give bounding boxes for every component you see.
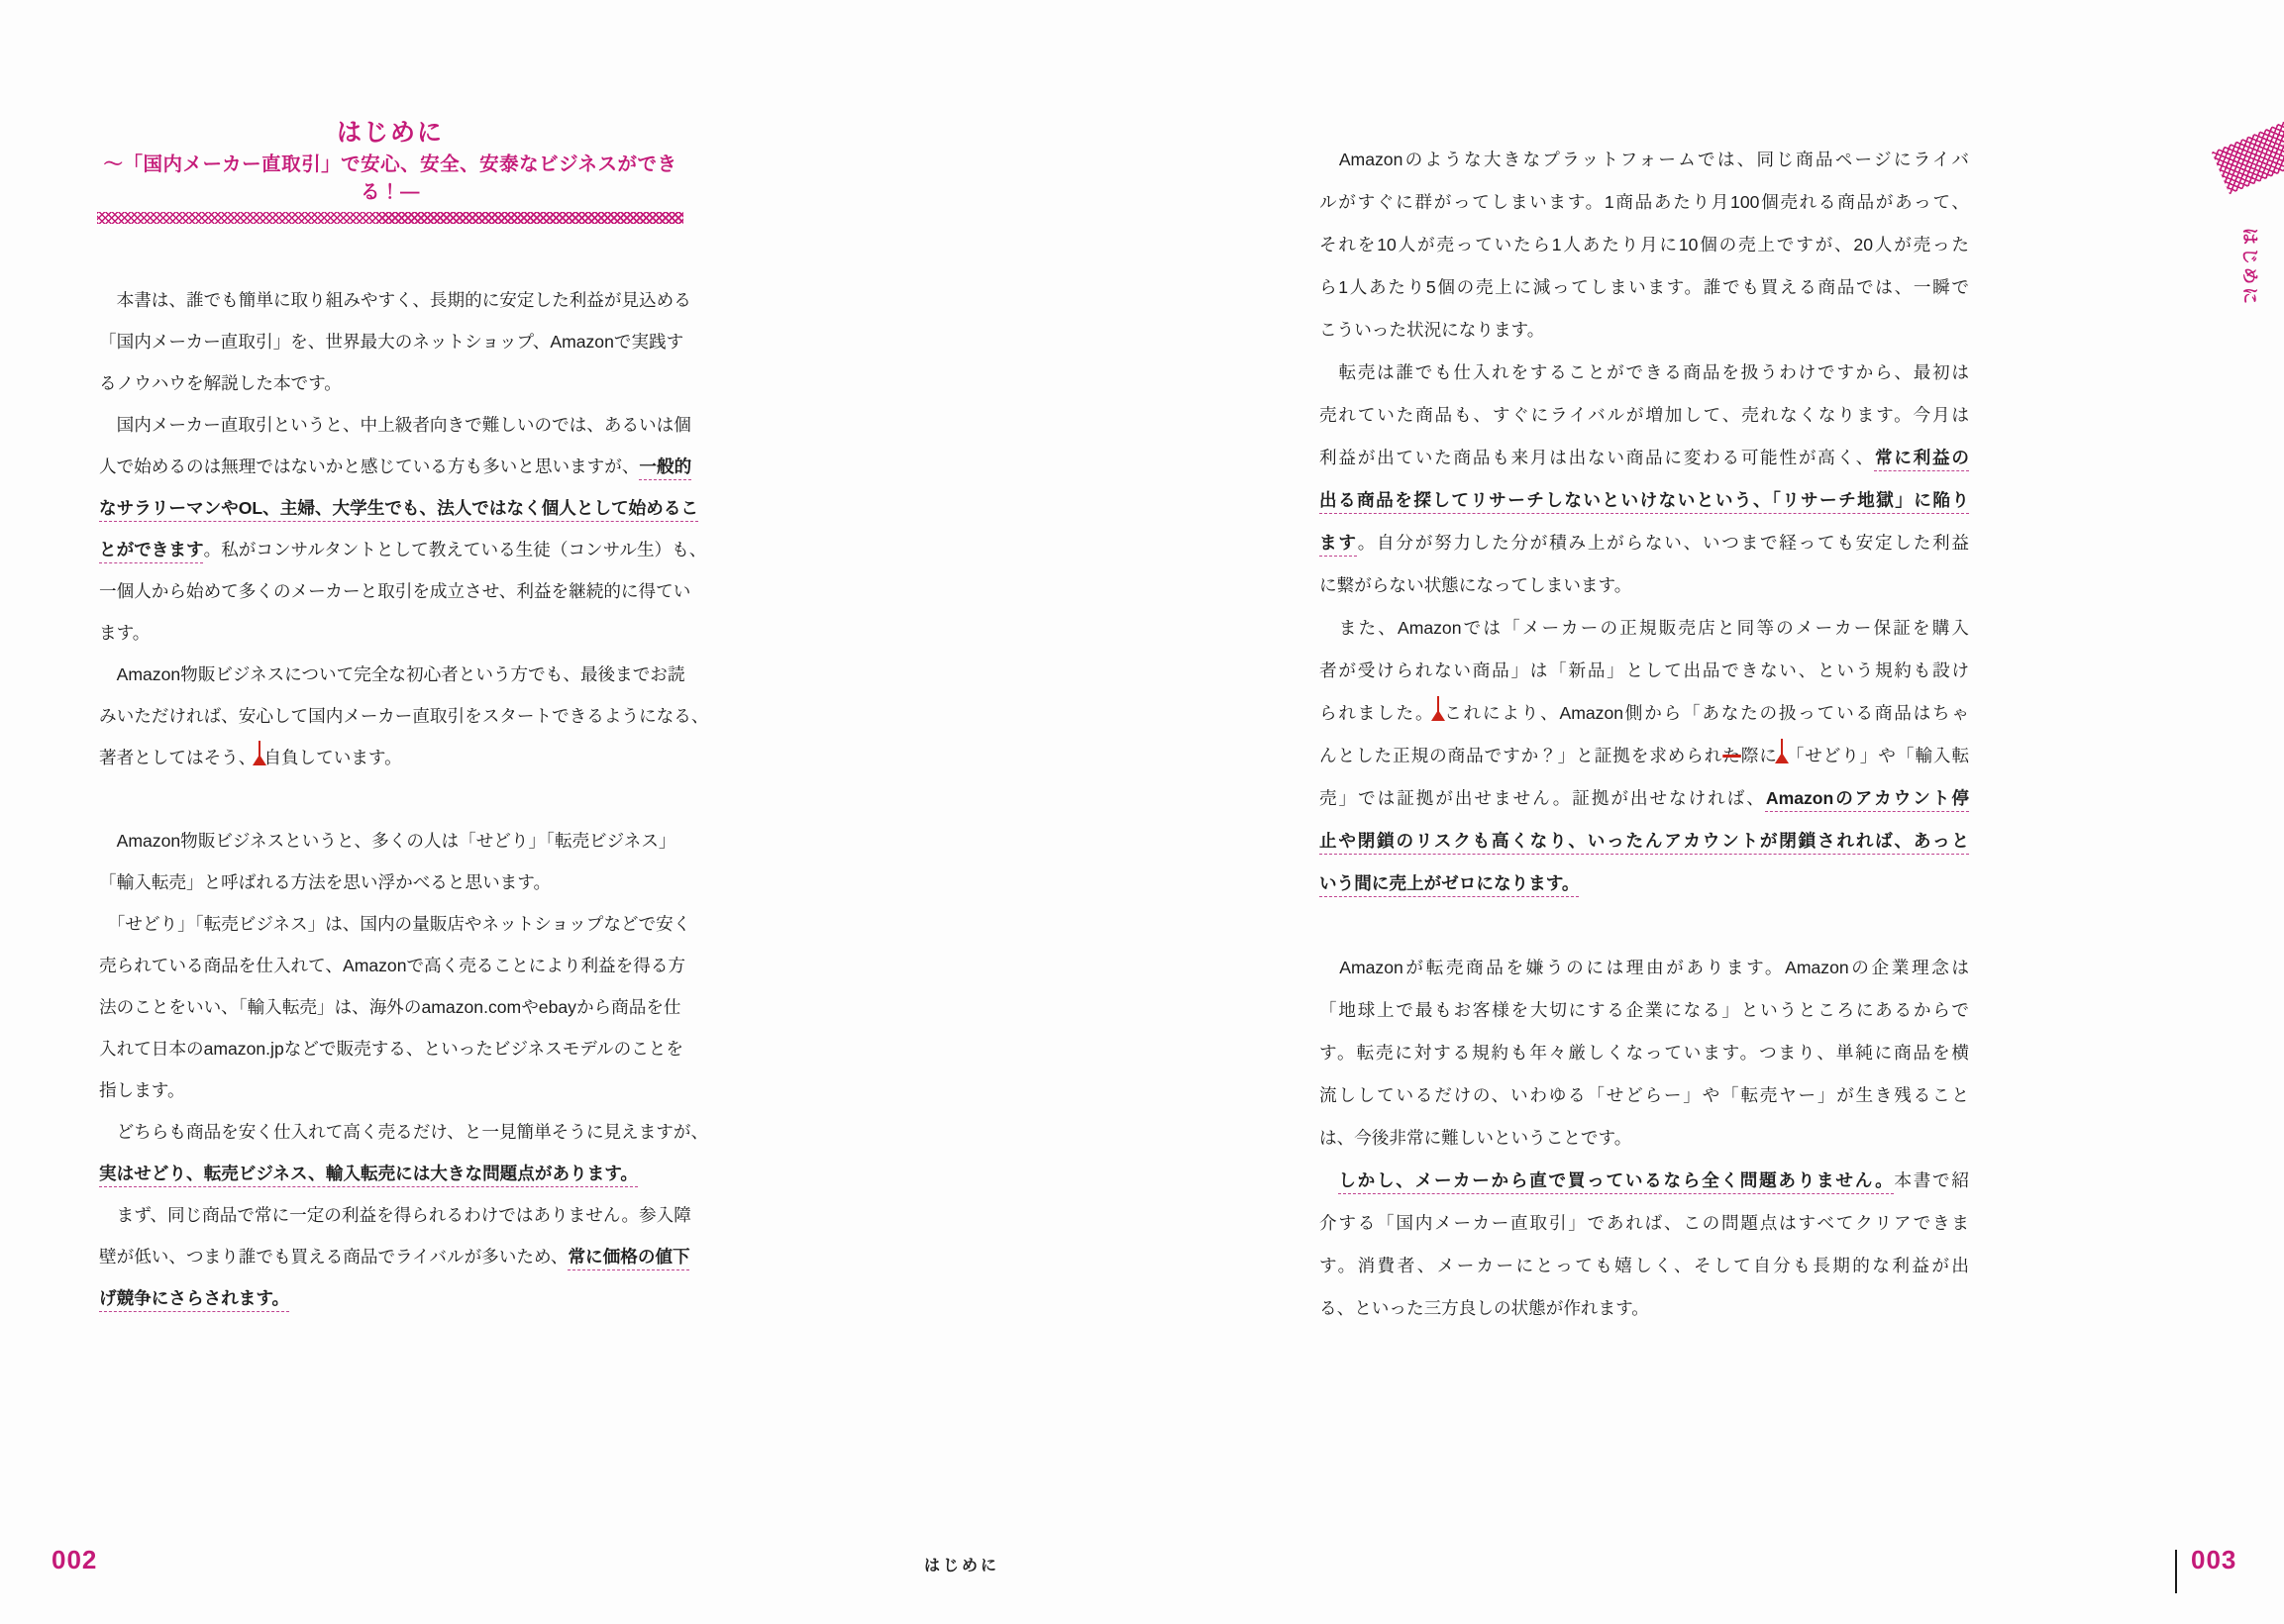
text-line <box>1319 1160 1969 1202</box>
blank-line <box>1319 905 1969 947</box>
body-text: 際に <box>1740 746 1778 765</box>
text-line <box>99 1153 675 1194</box>
red-strike-text: た <box>1722 746 1741 765</box>
text-line <box>99 737 675 778</box>
right-page-body <box>1319 139 1969 1330</box>
body-text: また、Amazonでは「メーカーの正規販売店と同等のメーカー保証を購入 <box>1319 618 1969 638</box>
chapter-subtitle: 〜「国内メーカー直取引」で安心、安全、安泰なビジネスができる！— <box>103 153 677 203</box>
text-line <box>1319 266 1969 309</box>
body-text: 入れて日本のamazon.jpなどで販売する、といったビジネスモデルのことを <box>99 1039 683 1059</box>
text-line <box>99 986 681 1028</box>
body-text: みいただければ、安心して国内メーカー直取引をスタートできるようになる、 <box>99 706 709 726</box>
emphasis-text: とができます <box>99 540 204 559</box>
emphasis-text: なサラリーマンやOL、主婦、大学生でも、法人ではなく個人として始めるこ <box>99 498 699 518</box>
text-line <box>1319 224 1969 266</box>
left-page-body <box>99 279 709 1319</box>
body-text: Amazon物販ビジネスというと、多くの人は「せどり」「転売ビジネス」 <box>99 831 676 851</box>
body-text: られました。 <box>1319 703 1435 723</box>
title-underline-band <box>97 212 683 224</box>
chapter-title: はじめに <box>336 119 444 147</box>
body-text: 「地球上で最もお客様を大切にする企業になる」というところにあるからで <box>1319 1000 1969 1020</box>
text-line <box>1319 479 1969 522</box>
body-text <box>1319 1170 1338 1190</box>
body-text: こういった状況になります。 <box>1319 320 1545 340</box>
text-line <box>99 1069 675 1111</box>
running-title: はじめに <box>924 1558 1000 1574</box>
body-text: Amazonのような大きなプラットフォームでは、同じ商品ページにライバ <box>1319 150 1969 169</box>
text-line <box>1319 863 1969 905</box>
body-text: ら1人あたり5個の売上に減ってしまいます。誰でも買える商品では、一瞬で <box>1319 277 1969 297</box>
emphasis-text: Amazonのアカウント停 <box>1765 788 1970 808</box>
text-line <box>1319 820 1969 863</box>
corner-ribbon-decoration <box>2212 109 2284 194</box>
text-line <box>1319 522 1969 564</box>
body-text: 介する「国内メーカー直取引」であれば、この問題点はすべてクリアできま <box>1319 1213 1969 1233</box>
text-line <box>99 612 675 654</box>
body-text: 売られている商品を仕入れて、Amazonで高く売ることにより利益を得る方 <box>99 956 686 975</box>
body-text: Amazon物販ビジネスについて完全な初心者という方でも、最後までお読 <box>99 664 685 684</box>
body-text: は、今後非常に難しいということです。 <box>1319 1128 1632 1148</box>
left-page-header <box>97 117 683 224</box>
emphasis-text: しかし、メーカーから直で買っているなら全く問題ありません。 <box>1338 1170 1895 1190</box>
blank-line <box>99 778 675 820</box>
text-line <box>1319 181 1969 224</box>
emphasis-text: 常に価格の値下 <box>568 1247 690 1267</box>
emphasis-text: 一般的 <box>639 457 692 476</box>
emphasis-text: 止や閉鎖のリスクも高くなり、いったんアカウントが閉鎖されれば、あっと <box>1319 831 1969 851</box>
text-line <box>1319 607 1969 650</box>
footer-separator <box>2175 1550 2177 1593</box>
body-text: 「国内メーカー直取引」を、世界最大のネットショップ、Amazonで実践す <box>99 332 684 352</box>
body-text: 「輸入転売」と呼ばれる方法を思い浮かべると思います。 <box>99 872 552 892</box>
body-text: 著者としてはそう、 <box>99 748 257 767</box>
text-line <box>1319 394 1969 437</box>
emphasis-text: ます <box>1319 533 1358 553</box>
text-line <box>1319 564 1969 607</box>
body-text: 。私がコンサルタントとして教えている生徒（コンサル生）も、 <box>203 540 707 559</box>
body-text: んとした正規の商品ですか？」と証拠を求められ <box>1319 746 1723 765</box>
body-text: す。消費者、メーカーにとっても嬉しく、そして自分も長期的な利益が出 <box>1319 1256 1969 1275</box>
text-line <box>1319 352 1969 394</box>
text-line <box>1319 309 1969 352</box>
body-text: 売」では証拠が出せません。証拠が出せなければ、 <box>1319 788 1766 808</box>
text-line <box>99 446 692 487</box>
text-line <box>1319 989 1969 1032</box>
red-caret-mark <box>1434 696 1442 726</box>
text-line <box>99 279 691 321</box>
body-text: 法のことをいい、「輸入転売」は、海外のamazon.comやebayから商品を仕 <box>99 997 681 1017</box>
body-text: ます。 <box>99 623 151 643</box>
body-text: どちらも商品を安く仕入れて高く売るだけ、と一見簡単そうに見えますが、 <box>99 1122 709 1142</box>
body-text: 自負しています。 <box>263 748 402 767</box>
red-caret-mark <box>256 741 263 770</box>
body-text: 流ししているだけの、いわゆる「せどらー」や「転売ヤー」が生き残ること <box>1319 1085 1969 1105</box>
red-caret-mark <box>1778 739 1786 768</box>
edge-tab-label: はじめに <box>2240 228 2259 307</box>
text-line <box>99 1028 683 1069</box>
body-text: まず、同じ商品で常に一定の利益を得られるわけではありません。参入障 <box>99 1205 691 1225</box>
text-line <box>1319 139 1969 181</box>
body-text: に繋がらない状態になってしまいます。 <box>1319 575 1632 595</box>
text-line <box>1319 692 1969 735</box>
body-text: 人で始めるのは無理ではないかと感じている方も多いと思いますが、 <box>99 457 640 476</box>
emphasis-text: 常に利益の <box>1874 448 1969 467</box>
emphasis-text: げ競争にさらされます。 <box>99 1288 290 1308</box>
body-text: 本書は、誰でも簡単に取り組みやすく、長期的に安定した利益が見込める <box>99 290 691 310</box>
body-text: 一個人から始めて多くのメーカーと取引を成立させ、利益を継続的に得てい <box>99 581 691 601</box>
text-line <box>99 1111 709 1153</box>
body-text: 転売は誰でも仕入れをすることができる商品を扱うわけですから、最初は <box>1319 362 1969 382</box>
page-number-left: 002 <box>52 1545 98 1574</box>
body-text: 者が受けられない商品」は「新品」として出品できない、という規約も設け <box>1319 660 1969 680</box>
text-line <box>1319 1117 1969 1160</box>
text-line <box>1319 1245 1969 1287</box>
page-number-right: 003 <box>2191 1545 2237 1574</box>
text-line <box>99 1277 675 1319</box>
emphasis-text: 出る商品を探してリサーチしないといけないという、「リサーチ地獄」に陥り <box>1319 490 1969 510</box>
text-line <box>99 695 709 737</box>
body-text: 指します。 <box>99 1080 185 1100</box>
text-line <box>99 404 691 446</box>
body-text: 「せどり」「転売ビジネス」は、国内の量販店やネットショップなどで安く <box>99 914 691 934</box>
body-text: る、といった三方良しの状態が作れます。 <box>1319 1298 1649 1318</box>
emphasis-text: いう間に売上がゼロになります。 <box>1319 873 1580 893</box>
text-line <box>99 321 684 362</box>
body-text: す。転売に対する規約も年々厳しくなっています。つまり、単純に商品を横 <box>1319 1043 1969 1063</box>
text-line <box>1319 1032 1969 1074</box>
body-text: それを10人が売っていたら1人あたり月に10個の売上ですが、20人が売った <box>1319 235 1969 254</box>
text-line <box>99 820 675 862</box>
text-line <box>1319 650 1969 692</box>
text-line <box>1319 777 1969 820</box>
text-line <box>99 1194 691 1236</box>
text-line <box>99 903 691 945</box>
text-line <box>99 862 675 903</box>
text-line <box>1319 735 1969 777</box>
body-text: 本書で紹 <box>1894 1170 1969 1190</box>
body-text: 国内メーカー直取引というと、中上級者向きで難しいのでは、あるいは個 <box>99 415 691 435</box>
text-line <box>99 1236 690 1277</box>
body-text: 利益が出ていた商品も来月は出ない商品に変わる可能性が高く、 <box>1319 448 1875 467</box>
body-text: ルがすぐに群がってしまいます。1商品あたり月100個売れる商品があって、 <box>1319 192 1969 212</box>
body-text: 。自分が努力した分が積み上がらない、いつまで経っても安定した利益 <box>1357 533 1969 553</box>
body-text: るノウハウを解説した本です。 <box>99 373 342 393</box>
text-line <box>99 529 707 570</box>
text-line <box>1319 947 1969 989</box>
text-line <box>99 487 699 529</box>
text-line <box>99 362 675 404</box>
text-line <box>99 654 685 695</box>
body-text: 壁が低い、つまり誰でも買える商品でライバルが多いため、 <box>99 1247 569 1267</box>
text-line <box>99 945 686 986</box>
text-line <box>1319 1202 1969 1245</box>
text-line <box>1319 1074 1969 1117</box>
text-line <box>1319 1287 1969 1330</box>
body-text: 「せどり」や「輸入転 <box>1785 746 1969 765</box>
body-text: Amazonが転売商品を嫌うのには理由があります。Amazonの企業理念は <box>1319 958 1969 977</box>
text-line <box>1319 437 1969 479</box>
emphasis-text: 実はせどり、転売ビジネス、輸入転売には大きな問題点があります。 <box>99 1164 639 1183</box>
text-line <box>99 570 691 612</box>
body-text: これにより、Amazon側から「あなたの扱っている商品はちゃ <box>1442 703 1969 723</box>
body-text: 売れていた商品も、すぐにライバルが増加して、売れなくなります。今月は <box>1319 405 1969 425</box>
